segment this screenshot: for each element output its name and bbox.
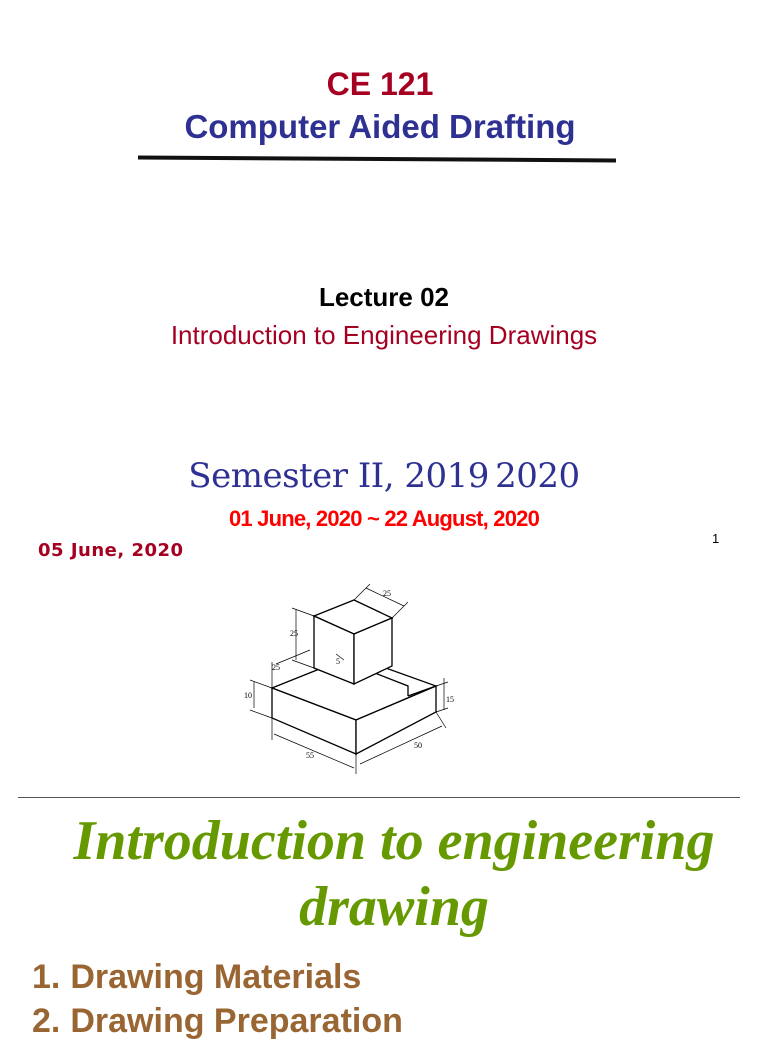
slide-divider <box>18 797 740 798</box>
dim-base-length: 55 <box>306 751 314 760</box>
list-item <box>32 999 403 1043</box>
course-title: Computer Aided Drafting <box>184 108 576 145</box>
lecture-date: 05 June, 2020 <box>38 540 184 561</box>
page-number: 1 <box>712 531 720 546</box>
dim-cube-width: 25 <box>272 663 280 672</box>
dim-offset: 5 <box>336 657 340 666</box>
list-item-label: Drawing Materials <box>70 958 362 996</box>
dim-cube-height: 25 <box>290 629 298 638</box>
semester-label: Semester II, 2019 2020 <box>188 456 580 496</box>
term-dates: 01 June, 2020 ~ 22 August, 2020 <box>228 506 540 531</box>
list-item <box>32 955 403 999</box>
dim-base-height: 10 <box>244 691 252 700</box>
dim-base-width: 50 <box>414 741 422 750</box>
list-item-label: Drawing Preparation <box>70 1002 403 1040</box>
lecture-number: Lecture 02 <box>318 282 450 312</box>
dim-cube-depth: 25 <box>383 589 391 598</box>
course-code: CE 121 <box>326 66 434 102</box>
lecture-title: Introduction to Engineering Drawings <box>170 320 598 350</box>
dim-step-height: 15 <box>446 695 454 704</box>
list-item-number: 2. <box>32 1002 61 1040</box>
isometric-block-drawing <box>236 578 466 778</box>
topic-list <box>32 955 403 1043</box>
list-item-number: 1. <box>32 958 61 996</box>
title-underline <box>138 156 616 163</box>
section-title: Introduction to engineering drawing <box>73 810 715 938</box>
